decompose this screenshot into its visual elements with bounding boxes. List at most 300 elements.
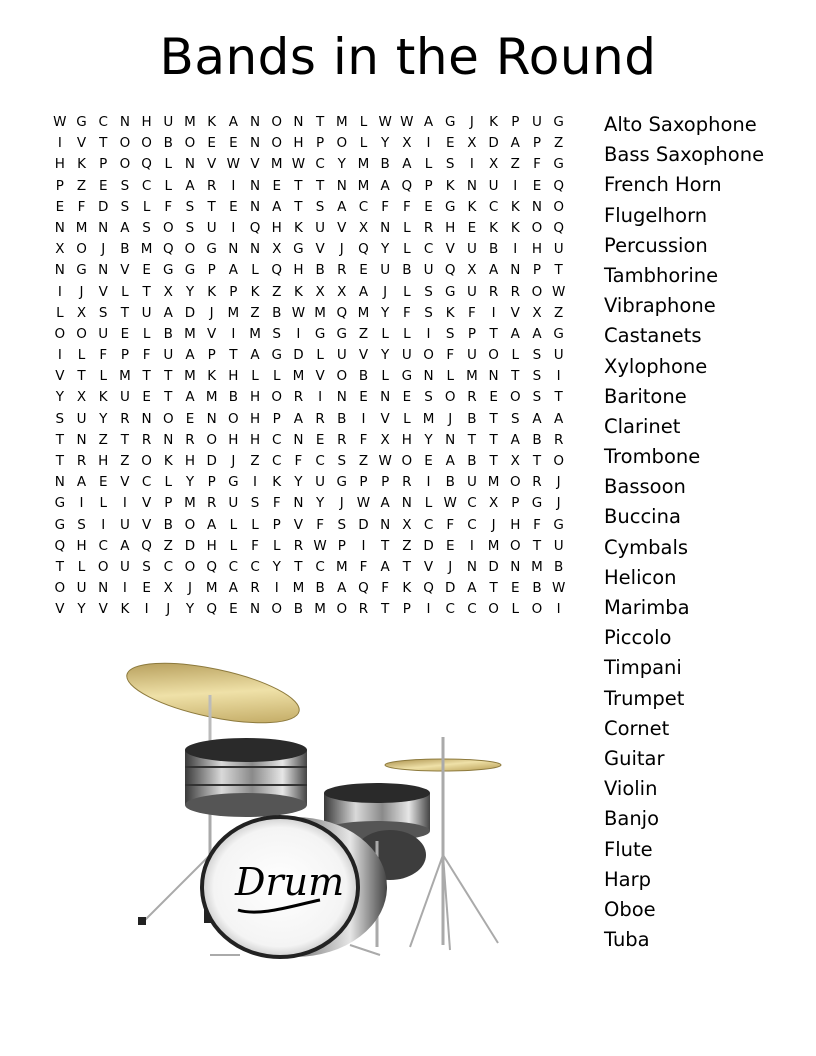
grid-letter[interactable]: P [99, 156, 108, 173]
grid-letter[interactable]: T [294, 558, 303, 575]
grid-letter[interactable]: M [357, 304, 370, 321]
grid-letter[interactable]: R [423, 219, 434, 236]
grid-letter[interactable]: L [99, 495, 107, 512]
grid-letter[interactable]: C [358, 198, 369, 215]
grid-letter[interactable]: K [293, 219, 303, 236]
grid-letter[interactable]: U [553, 241, 564, 258]
grid-letter[interactable]: T [164, 368, 173, 385]
grid-letter[interactable]: E [359, 389, 368, 406]
grid-letter[interactable]: G [531, 495, 543, 512]
grid-letter[interactable]: V [380, 410, 390, 427]
grid-letter[interactable]: M [140, 241, 153, 258]
grid-letter[interactable]: G [553, 114, 564, 130]
grid-letter[interactable]: I [491, 304, 496, 321]
grid-letter[interactable]: T [55, 431, 64, 448]
grid-letter[interactable]: I [101, 516, 106, 533]
grid-letter[interactable]: B [272, 304, 282, 321]
grid-letter[interactable]: A [358, 283, 369, 300]
grid-letter[interactable]: X [488, 156, 499, 173]
grid-letter[interactable]: G [444, 283, 456, 300]
grid-letter[interactable]: I [79, 495, 84, 512]
grid-letter[interactable]: I [513, 241, 518, 258]
grid-letter[interactable]: S [445, 325, 455, 342]
grid-letter[interactable]: J [79, 283, 84, 300]
grid-letter[interactable]: P [532, 262, 542, 279]
grid-letter[interactable]: R [250, 580, 260, 597]
grid-letter[interactable]: L [251, 516, 259, 533]
grid-letter[interactable]: Q [141, 537, 152, 554]
grid-letter[interactable]: W [551, 580, 566, 597]
grid-letter[interactable]: T [120, 304, 130, 321]
grid-letter[interactable]: T [315, 114, 325, 130]
grid-letter[interactable]: Q [423, 580, 434, 597]
grid-letter[interactable]: A [337, 198, 347, 215]
grid-letter[interactable]: A [510, 431, 520, 448]
grid-letter[interactable]: S [337, 516, 347, 533]
grid-letter[interactable]: E [120, 325, 130, 342]
grid-letter[interactable]: N [163, 431, 174, 448]
grid-letter[interactable]: D [423, 537, 434, 554]
grid-letter[interactable]: N [336, 177, 347, 194]
grid-letter[interactable]: R [206, 495, 217, 512]
grid-letter[interactable]: D [293, 347, 304, 364]
grid-letter[interactable]: K [489, 114, 499, 130]
grid-letter[interactable]: A [510, 135, 520, 152]
grid-letter[interactable]: N [141, 410, 152, 427]
grid-letter[interactable]: K [293, 283, 303, 300]
grid-letter[interactable]: M [292, 580, 305, 597]
grid-letter[interactable]: S [185, 219, 195, 236]
grid-letter[interactable]: R [293, 389, 304, 406]
grid-letter[interactable]: N [54, 262, 65, 279]
grid-letter[interactable]: M [292, 368, 305, 385]
grid-letter[interactable]: P [55, 177, 64, 194]
grid-letter[interactable]: H [76, 537, 87, 554]
grid-letter[interactable]: F [164, 198, 173, 215]
grid-letter[interactable]: A [163, 304, 173, 321]
grid-letter[interactable]: N [293, 431, 304, 448]
grid-letter[interactable]: X [337, 283, 347, 300]
grid-letter[interactable]: U [119, 516, 130, 533]
grid-letter[interactable]: O [271, 114, 283, 130]
grid-letter[interactable]: A [510, 325, 520, 342]
grid-letter[interactable]: O [76, 241, 87, 258]
grid-letter[interactable]: O [509, 389, 521, 406]
grid-letter[interactable]: R [337, 431, 347, 448]
grid-letter[interactable]: L [142, 325, 151, 342]
grid-letter[interactable]: Z [358, 453, 369, 469]
grid-letter[interactable]: J [469, 114, 474, 130]
grid-letter[interactable]: Z [163, 537, 173, 554]
grid-letter[interactable]: N [54, 219, 65, 236]
grid-letter[interactable]: M [249, 325, 261, 342]
grid-letter[interactable]: V [141, 516, 152, 533]
grid-letter[interactable]: G [76, 262, 87, 279]
grid-letter[interactable]: D [488, 558, 499, 575]
grid-letter[interactable]: C [250, 558, 260, 575]
grid-letter[interactable]: F [142, 347, 151, 364]
grid-letter[interactable]: F [251, 537, 259, 554]
grid-letter[interactable]: V [358, 347, 369, 364]
grid-letter[interactable]: B [532, 580, 542, 597]
grid-letter[interactable]: K [207, 114, 217, 130]
grid-letter[interactable]: N [531, 198, 543, 215]
grid-letter[interactable]: S [445, 156, 455, 173]
grid-letter[interactable]: W [443, 495, 457, 512]
grid-letter[interactable]: H [401, 431, 412, 448]
grid-letter[interactable]: A [185, 177, 195, 194]
grid-letter[interactable]: H [98, 453, 109, 469]
grid-letter[interactable]: T [489, 580, 498, 597]
grid-letter[interactable]: D [184, 304, 196, 321]
grid-letter[interactable]: G [336, 474, 348, 491]
grid-letter[interactable]: F [272, 495, 281, 512]
grid-letter[interactable]: J [339, 495, 344, 512]
grid-letter[interactable]: K [510, 219, 520, 236]
grid-letter[interactable]: X [467, 135, 477, 152]
grid-letter[interactable]: W [53, 114, 67, 130]
grid-letter[interactable]: K [77, 156, 86, 173]
grid-letter[interactable]: I [513, 177, 518, 194]
grid-letter[interactable]: Y [337, 156, 346, 173]
grid-letter[interactable]: P [402, 601, 411, 618]
grid-letter[interactable]: X [55, 241, 65, 258]
grid-letter[interactable]: G [314, 325, 326, 342]
grid-letter[interactable]: N [510, 262, 521, 279]
grid-letter[interactable]: T [99, 135, 108, 152]
grid-letter[interactable]: Q [358, 241, 369, 258]
grid-letter[interactable]: S [532, 347, 542, 364]
grid-letter[interactable]: X [467, 262, 477, 279]
grid-letter[interactable]: O [271, 601, 283, 618]
grid-letter[interactable]: S [250, 495, 260, 512]
grid-letter[interactable]: J [339, 241, 344, 258]
grid-letter[interactable]: U [163, 114, 174, 130]
grid-letter[interactable]: O [97, 558, 109, 575]
grid-letter[interactable]: O [141, 453, 152, 469]
grid-letter[interactable]: U [553, 537, 564, 554]
grid-letter[interactable]: P [207, 474, 216, 491]
grid-letter[interactable]: S [424, 389, 433, 406]
grid-letter[interactable]: Q [358, 580, 369, 597]
grid-letter[interactable]: C [467, 516, 477, 533]
grid-letter[interactable]: T [164, 389, 173, 406]
grid-letter[interactable]: N [293, 114, 304, 130]
grid-letter[interactable]: I [144, 601, 149, 618]
grid-letter[interactable]: L [164, 177, 173, 194]
grid-letter[interactable]: A [228, 262, 238, 279]
grid-letter[interactable]: W [551, 283, 566, 300]
grid-letter[interactable]: R [185, 431, 195, 448]
grid-letter[interactable]: U [76, 580, 87, 597]
grid-letter[interactable]: J [166, 601, 171, 618]
grid-letter[interactable]: R [553, 431, 564, 448]
grid-letter[interactable]: T [489, 453, 498, 469]
grid-letter[interactable]: T [402, 558, 411, 575]
grid-letter[interactable]: E [229, 135, 238, 152]
grid-letter[interactable]: D [488, 135, 499, 152]
grid-letter[interactable]: O [162, 219, 174, 236]
grid-letter[interactable]: M [184, 368, 196, 385]
grid-letter[interactable]: O [119, 156, 131, 173]
grid-letter[interactable]: E [142, 580, 151, 597]
grid-letter[interactable]: G [401, 368, 413, 385]
grid-letter[interactable]: X [510, 453, 520, 469]
grid-letter[interactable]: V [55, 601, 65, 618]
grid-letter[interactable]: N [510, 558, 521, 575]
grid-letter[interactable]: Y [294, 474, 303, 491]
grid-letter[interactable]: S [120, 198, 130, 215]
grid-letter[interactable]: B [380, 156, 390, 173]
grid-letter[interactable]: N [76, 431, 87, 448]
grid-letter[interactable]: A [228, 114, 238, 130]
grid-letter[interactable]: O [509, 537, 521, 554]
grid-letter[interactable]: O [423, 347, 434, 364]
grid-letter[interactable]: Y [381, 135, 390, 152]
grid-letter[interactable]: U [315, 219, 326, 236]
grid-letter[interactable]: G [336, 325, 348, 342]
grid-letter[interactable]: D [98, 198, 109, 215]
grid-letter[interactable]: B [467, 410, 477, 427]
grid-letter[interactable]: E [142, 262, 151, 279]
grid-letter[interactable]: O [228, 410, 239, 427]
grid-letter[interactable]: S [272, 325, 281, 342]
grid-letter[interactable]: B [445, 474, 455, 491]
grid-letter[interactable]: F [533, 516, 541, 533]
grid-letter[interactable]: T [489, 410, 498, 427]
grid-letter[interactable]: U [466, 474, 477, 491]
grid-letter[interactable]: G [54, 516, 66, 533]
grid-letter[interactable]: F [381, 580, 390, 597]
grid-letter[interactable]: N [466, 558, 477, 575]
grid-letter[interactable]: S [185, 198, 195, 215]
grid-letter[interactable]: O [184, 241, 196, 258]
grid-letter[interactable]: T [55, 558, 64, 575]
grid-letter[interactable]: N [380, 219, 391, 236]
grid-letter[interactable]: V [141, 495, 152, 512]
grid-letter[interactable]: A [402, 156, 412, 173]
grid-letter[interactable]: M [335, 558, 348, 575]
grid-letter[interactable]: T [554, 389, 563, 406]
grid-letter[interactable]: K [207, 283, 217, 300]
grid-letter[interactable]: V [207, 325, 217, 342]
grid-letter[interactable]: G [54, 495, 66, 512]
grid-letter[interactable]: F [446, 516, 455, 533]
grid-letter[interactable]: H [249, 431, 261, 448]
grid-letter[interactable]: Y [424, 431, 433, 448]
grid-letter[interactable]: P [229, 283, 238, 300]
grid-letter[interactable]: N [380, 516, 391, 533]
grid-letter[interactable]: F [446, 347, 455, 364]
grid-letter[interactable]: M [227, 304, 240, 321]
grid-letter[interactable]: B [358, 368, 369, 385]
grid-letter[interactable]: X [315, 283, 325, 300]
grid-letter[interactable]: E [229, 198, 238, 215]
grid-letter[interactable]: U [336, 347, 347, 364]
grid-letter[interactable]: I [426, 135, 431, 152]
grid-letter[interactable]: K [489, 219, 499, 236]
grid-letter[interactable]: M [184, 495, 196, 512]
grid-letter[interactable]: X [76, 304, 87, 321]
grid-letter[interactable]: N [98, 262, 109, 279]
grid-letter[interactable]: T [489, 431, 498, 448]
grid-letter[interactable]: I [57, 135, 62, 152]
grid-letter[interactable]: G [444, 114, 456, 130]
grid-letter[interactable]: A [120, 219, 130, 236]
grid-letter[interactable]: B [402, 262, 412, 279]
grid-letter[interactable]: K [163, 453, 173, 469]
grid-letter[interactable]: B [467, 453, 477, 469]
grid-letter[interactable]: P [424, 177, 433, 194]
grid-letter[interactable]: S [142, 558, 151, 575]
grid-letter[interactable]: Q [206, 601, 217, 618]
grid-letter[interactable]: I [231, 325, 236, 342]
grid-letter[interactable]: Q [54, 537, 66, 554]
grid-letter[interactable]: T [77, 368, 86, 385]
grid-letter[interactable]: T [142, 283, 151, 300]
grid-letter[interactable]: C [141, 177, 152, 194]
grid-letter[interactable]: L [403, 410, 411, 427]
grid-letter[interactable]: L [403, 241, 411, 258]
grid-letter[interactable]: Y [185, 283, 195, 300]
grid-letter[interactable]: F [294, 453, 303, 469]
grid-letter[interactable]: P [359, 474, 368, 491]
grid-letter[interactable]: L [403, 325, 411, 342]
grid-letter[interactable]: Z [120, 453, 130, 469]
grid-letter[interactable]: O [336, 601, 348, 618]
grid-letter[interactable]: K [98, 389, 108, 406]
grid-letter[interactable]: Z [358, 325, 369, 342]
grid-letter[interactable]: N [466, 177, 477, 194]
grid-letter[interactable]: G [271, 347, 282, 364]
grid-letter[interactable]: J [187, 580, 192, 597]
grid-letter[interactable]: N [119, 114, 130, 130]
grid-letter[interactable]: G [184, 262, 196, 279]
grid-letter[interactable]: Z [98, 431, 108, 448]
grid-letter[interactable]: E [402, 389, 412, 406]
grid-letter[interactable]: T [315, 177, 325, 194]
grid-letter[interactable]: Y [77, 601, 86, 618]
grid-letter[interactable]: N [336, 389, 347, 406]
grid-letter[interactable]: Z [554, 304, 564, 321]
grid-letter[interactable]: U [315, 474, 326, 491]
grid-letter[interactable]: Q [401, 177, 413, 194]
grid-letter[interactable]: C [423, 241, 434, 258]
grid-letter[interactable]: M [357, 177, 370, 194]
grid-letter[interactable]: H [206, 537, 217, 554]
grid-letter[interactable]: O [76, 325, 87, 342]
grid-letter[interactable]: E [445, 537, 455, 554]
grid-letter[interactable]: N [249, 241, 261, 258]
grid-letter[interactable]: V [250, 156, 260, 173]
grid-letter[interactable]: O [141, 135, 152, 152]
grid-letter[interactable]: O [336, 135, 348, 152]
grid-letter[interactable]: I [556, 601, 561, 618]
grid-letter[interactable]: I [469, 537, 474, 554]
grid-letter[interactable]: I [556, 368, 561, 385]
grid-letter[interactable]: U [141, 304, 152, 321]
grid-letter[interactable]: L [251, 368, 259, 385]
grid-letter[interactable]: L [403, 283, 411, 300]
grid-letter[interactable]: A [445, 453, 455, 469]
grid-letter[interactable]: C [467, 495, 477, 512]
grid-letter[interactable]: O [271, 389, 283, 406]
grid-letter[interactable]: F [381, 198, 390, 215]
grid-letter[interactable]: H [293, 262, 304, 279]
grid-letter[interactable]: A [337, 580, 347, 597]
grid-letter[interactable]: W [226, 156, 241, 173]
grid-letter[interactable]: U [466, 347, 477, 364]
grid-letter[interactable]: K [402, 580, 412, 597]
grid-letter[interactable]: H [228, 431, 239, 448]
grid-letter[interactable]: M [422, 410, 435, 427]
grid-letter[interactable]: O [531, 219, 543, 236]
grid-letter[interactable]: I [57, 283, 62, 300]
grid-letter[interactable]: Y [381, 347, 390, 364]
grid-letter[interactable]: K [250, 283, 260, 300]
grid-letter[interactable]: B [488, 241, 499, 258]
grid-letter[interactable]: P [316, 135, 325, 152]
grid-letter[interactable]: V [120, 474, 130, 491]
grid-letter[interactable]: Q [162, 241, 174, 258]
grid-letter[interactable]: T [55, 453, 64, 469]
grid-letter[interactable]: Z [250, 453, 260, 469]
grid-letter[interactable]: I [469, 156, 474, 173]
grid-letter[interactable]: U [163, 347, 174, 364]
grid-letter[interactable]: U [76, 410, 87, 427]
grid-letter[interactable]: K [207, 368, 217, 385]
grid-letter[interactable]: J [448, 558, 453, 575]
grid-letter[interactable]: G [553, 325, 564, 342]
grid-letter[interactable]: U [466, 241, 477, 258]
grid-letter[interactable]: G [76, 114, 87, 130]
grid-letter[interactable]: M [357, 156, 370, 173]
grid-letter[interactable]: O [509, 474, 521, 491]
grid-letter[interactable]: R [76, 453, 87, 469]
grid-letter[interactable]: C [467, 601, 477, 618]
grid-letter[interactable]: M [487, 474, 500, 491]
grid-letter[interactable]: O [553, 198, 564, 215]
grid-letter[interactable]: F [99, 347, 108, 364]
grid-letter[interactable]: B [293, 601, 304, 618]
grid-letter[interactable]: E [511, 580, 520, 597]
grid-letter[interactable]: M [205, 580, 218, 597]
grid-letter[interactable]: R [315, 410, 325, 427]
grid-letter[interactable]: E [445, 135, 455, 152]
grid-letter[interactable]: N [423, 368, 434, 385]
grid-letter[interactable]: U [553, 347, 564, 364]
grid-letter[interactable]: A [120, 537, 130, 554]
grid-letter[interactable]: H [54, 156, 65, 173]
grid-letter[interactable]: N [249, 177, 261, 194]
grid-letter[interactable]: E [424, 453, 433, 469]
grid-letter[interactable]: T [142, 368, 151, 385]
grid-letter[interactable]: N [249, 198, 261, 215]
grid-letter[interactable]: Y [55, 389, 64, 406]
grid-letter[interactable]: L [511, 601, 520, 618]
grid-letter[interactable]: I [296, 325, 301, 342]
grid-letter[interactable]: T [532, 453, 542, 469]
grid-letter[interactable]: L [142, 198, 151, 215]
grid-letter[interactable]: X [163, 580, 173, 597]
grid-letter[interactable]: K [445, 177, 455, 194]
grid-letter[interactable]: Y [381, 304, 390, 321]
grid-letter[interactable]: W [291, 304, 306, 321]
grid-letter[interactable]: A [467, 580, 477, 597]
grid-letter[interactable]: L [164, 156, 173, 173]
grid-letter[interactable]: L [77, 558, 86, 575]
grid-letter[interactable]: S [510, 410, 520, 427]
